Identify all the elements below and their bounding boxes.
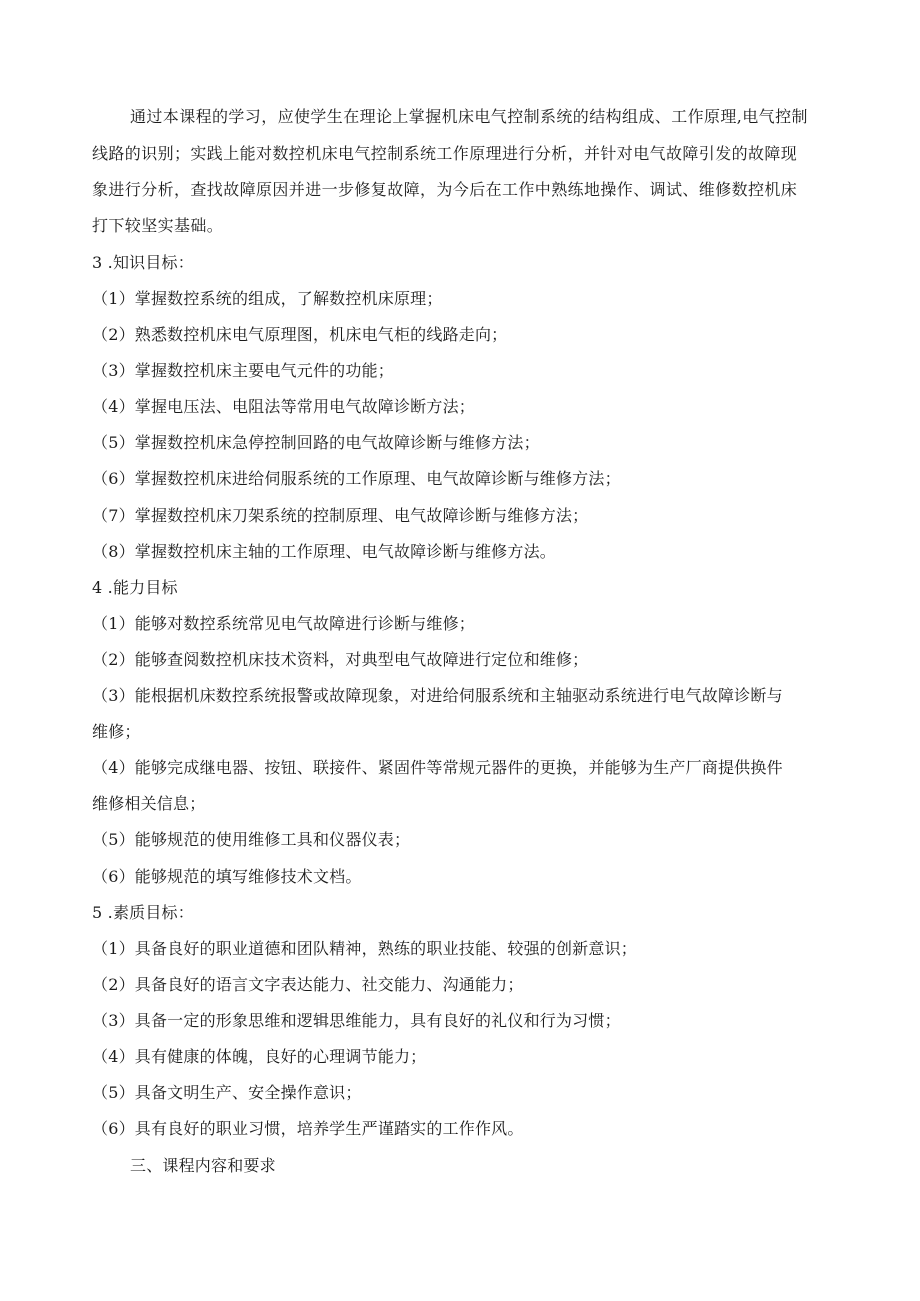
list-item: （2）熟悉数控机床电气原理图，机床电气柜的线路走向； [92, 325, 508, 344]
list-item: （4）具有健康的体魄，良好的心理调节能力； [92, 1047, 427, 1066]
list-item: （5）具备文明生产、安全操作意识； [92, 1083, 362, 1102]
intro-line: 象进行分析，查找故障原因并进一步修复故障，为今后在工作中熟练地操作、调试、维修数控机床 [92, 180, 798, 199]
section-heading: 三、课程内容和要求 [130, 1156, 276, 1175]
list-item: （6）掌握数控机床进给伺服系统的工作原理、电气故障诊断与维修方法； [92, 469, 621, 488]
list-item: （3）能根据机床数控系统报警或故障现象，对进给伺服系统和主轴驱动系统进行电气故障诊断与 [92, 686, 783, 705]
quality-heading: 5 .素质目标： [92, 903, 194, 922]
list-item: （5）能够规范的使用维修工具和仪器仪表； [92, 830, 411, 849]
list-item: （4）能够完成继电器、按钮、联接件、紧固件等常规元器件的更换，并能够为生产厂商提供换件 [92, 758, 783, 777]
list-item: （2）能够查阅数控机床技术资料，对典型电气故障进行定位和维修； [92, 650, 589, 669]
list-item: （6）能够规范的填写维修技术文档。 [92, 867, 362, 886]
list-item: （8）掌握数控机床主轴的工作原理、电气故障诊断与维修方法。 [92, 542, 556, 561]
list-item: （1）掌握数控系统的组成，了解数控机床原理； [92, 289, 443, 308]
list-item: （4）掌握电压法、电阻法等常用电气故障诊断方法； [92, 397, 475, 416]
list-item: （1）具备良好的职业道德和团队精神，熟练的职业技能、较强的创新意识； [92, 939, 637, 958]
intro-line: 打下较坚实基础。 [92, 216, 224, 235]
list-item: （1）能够对数控系统常见电气故障进行诊断与维修； [92, 614, 475, 633]
list-item: （3）具备一定的形象思维和逻辑思维能力，具有良好的礼仪和行为习惯； [92, 1011, 621, 1030]
list-item: 维修相关信息； [92, 794, 206, 813]
list-item: 维修； [92, 722, 141, 741]
list-item: （2）具备良好的语言文字表达能力、社交能力、沟通能力； [92, 975, 524, 994]
list-item: （3）掌握数控机床主要电气元件的功能； [92, 361, 394, 380]
intro-line: 线路的识别；实践上能对数控机床电气控制系统工作原理进行分析，并针对电气故障引发的故障现 [92, 144, 798, 163]
knowledge-heading: 3 .知识目标： [92, 253, 194, 272]
ability-heading: 4 .能力目标 [92, 578, 178, 597]
list-item: （7）掌握数控机床刀架系统的控制原理、电气故障诊断与维修方法； [92, 506, 589, 525]
intro-line: 通过本课程的学习，应使学生在理论上掌握机床电气控制系统的结构组成、工作原理,电气控制 [130, 107, 808, 126]
list-item: （6）具有良好的职业习惯，培养学生严谨踏实的工作作风。 [92, 1119, 524, 1138]
list-item: （5）掌握数控机床急停控制回路的电气故障诊断与维修方法； [92, 433, 540, 452]
